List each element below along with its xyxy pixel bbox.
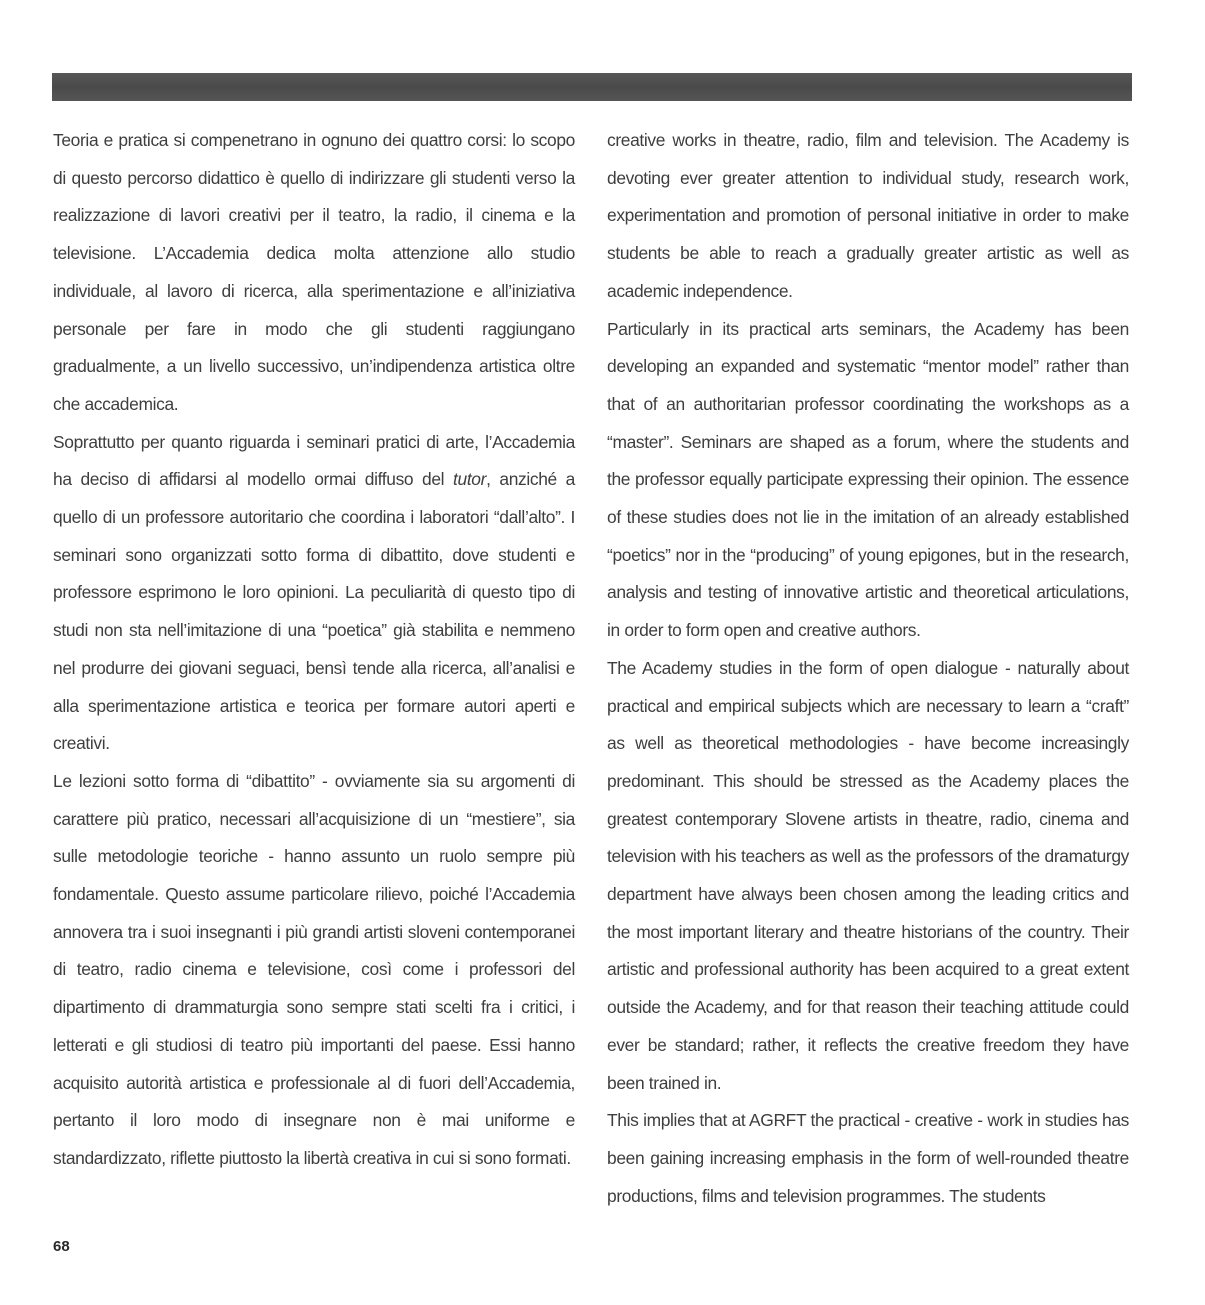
paragraph: Particularly in its practical arts seminars, the Academy has been developing an expanded and systematic “mentor model” rather than that of an authoritarian professor coordinating the workshops as a “master”. Seminars are shaped as a forum, where the students and the professor equally participate expressing their opinion. The essence of these studies does not lie in the imitation of an already established “poetics” nor in the “producing” of young epigones, but in the research, analysis and testing of innovative artistic and theoretical articulations, in order to form open and creative authors. xyxy=(607,318,1129,641)
header-bar xyxy=(52,73,1132,101)
paragraph: Teoria e pratica si compenetrano in ognuno dei quattro corsi: lo scopo di questo percorso didattico è quello di indirizzare gli studenti verso la realizzazione di lavori creativi per il teatro, la radio, il cinema e la televisione. L’Accademia dedica molta attenzione allo studio individuale, al lavoro di ricerca, alla sperimentazione e all’iniziativa personale per fare in modo che gli studenti raggiungano gradualmente, a un livello successivo, un’indipendenza artistica oltre che accademica. xyxy=(53,130,575,414)
italic-term: tutor xyxy=(453,469,487,490)
paragraph: creative works in theatre, radio, film and television. The Academy is devoting ever greater attention to individual study, research work, experimentation and promotion of personal initiative in order to make students be able to reach a gradually greater artistic as well as academic independence. xyxy=(607,130,1129,301)
paragraph: This implies that at AGRFT the practical - creative - work in studies has been gaining increasing emphasis in the form of well-rounded theatre productions, films and television programmes. The students xyxy=(607,1110,1129,1206)
right-column-english xyxy=(607,122,1129,1215)
paragraph: Le lezioni sotto forma di “dibattito” - ovviamente sia su argomenti di carattere più pratico, necessari all’acquisizione di un “mestiere”, sia sulle metodologie teoriche - hanno assunto un ruolo sempre più fondamentale. Questo assume particolare rilievo, poiché l’Accademia annovera tra i suoi insegnanti i più grandi artisti sloveni contemporanei di teatro, radio cinema e televisione, così come i professori del dipartimento di drammaturgia sono sempre stati scelti fra i critici, i letterati e gli studiosi di teatro più importanti del paese. Essi hanno acquisito autorità artistica e professionale al di fuori dell’Accademia, pertanto il loro modo di insegnare non è mai uniforme e standardizzato, riflette piuttosto la libertà creativa in cui si sono formati. xyxy=(53,770,575,1168)
paragraph-text: , anziché a quello di un professore autoritario che coordina i laboratori “dall’alto”. I seminari sono organizzati sotto forma di dibattito, dove studenti e professore esprimono le loro opinioni. La peculiarità di questo tipo di studi non sta nell’imitazione di una “poetica” già stabilita e nemmeno nel produrre dei giovani seguaci, bensì tende alla ricerca, all’analisi e alla sperimentazione artistica e teorica per formare autori aperti e creativi. xyxy=(53,469,575,754)
paragraph xyxy=(53,424,575,763)
left-column-italian xyxy=(53,122,575,1178)
paragraph-text: Soprattutto per quanto riguarda i seminari pratici di arte, l’Accademia ha deciso di affidarsi al modello ormai diffuso del xyxy=(53,431,575,490)
paragraph: The Academy studies in the form of open dialogue - naturally about practical and empirical subjects which are necessary to learn a “craft” as well as theoretical methodologies - have become increasingly predominant. This should be stressed as the Academy places the greatest contemporary Slovene artists in theatre, radio, cinema and television with his teachers as well as the professors of the dramaturgy department have always been chosen among the leading critics and the most important literary and theatre historians of the country. Their artistic and professional authority has been acquired to a great extent outside the Academy, and for that reason their teaching attitude could ever be standard; rather, it reflects the creative freedom they have been trained in. xyxy=(607,657,1129,1093)
page-number: 68 xyxy=(53,1238,70,1255)
